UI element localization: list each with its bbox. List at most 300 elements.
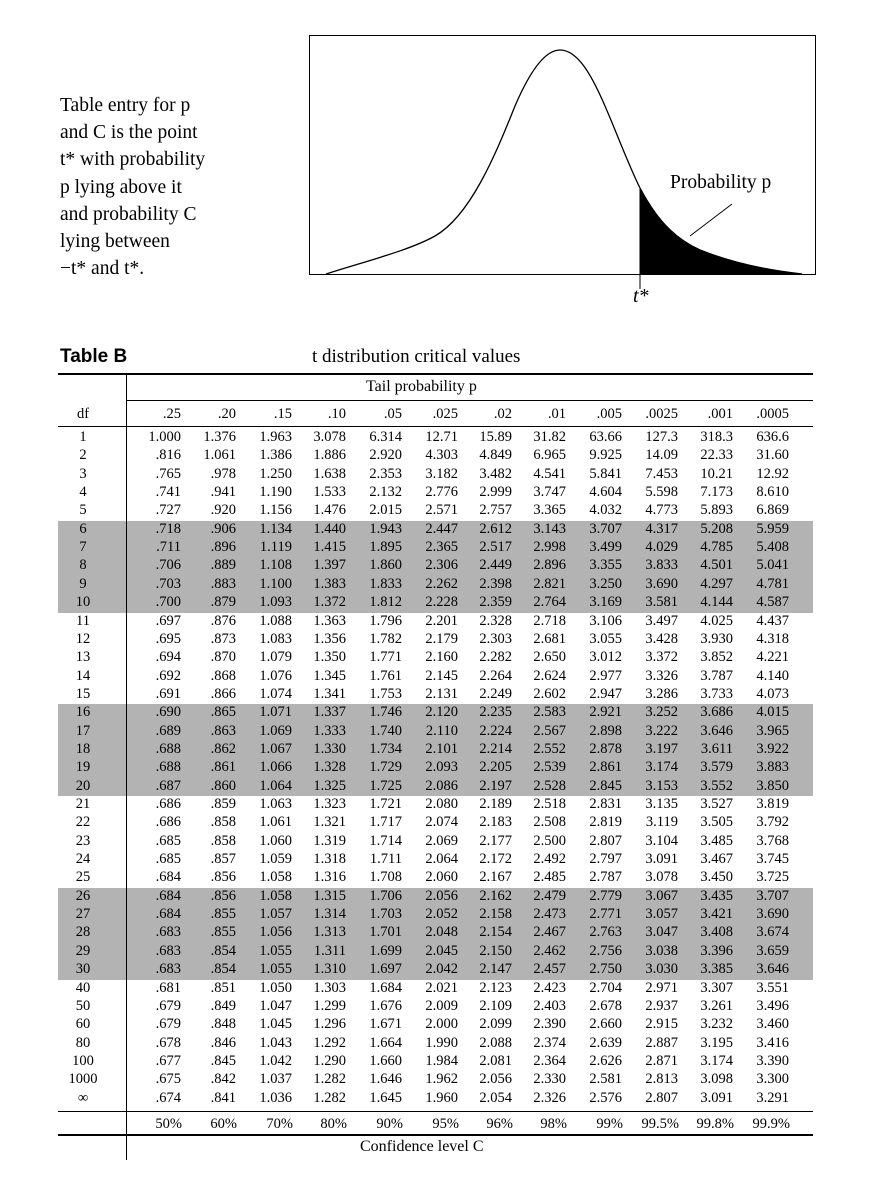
critical-value: 2.947 [589, 685, 622, 702]
critical-value: 3.690 [756, 906, 789, 923]
critical-value: 3.482 [479, 465, 512, 482]
df-cell: 100 [72, 1052, 94, 1069]
critical-value: 1.376 [203, 429, 236, 445]
critical-value: 2.042 [425, 961, 458, 978]
critical-value: .868 [210, 667, 236, 684]
critical-value: 2.797 [589, 851, 622, 868]
critical-value: .866 [210, 685, 236, 702]
critical-value: 6.869 [756, 502, 789, 519]
df-cell: 8 [79, 557, 87, 574]
critical-value: 2.303 [479, 630, 512, 647]
critical-value: 2.201 [425, 612, 458, 629]
critical-value: 3.527 [700, 796, 733, 812]
critical-value: 2.624 [533, 667, 566, 684]
critical-value: 1.990 [425, 1034, 458, 1051]
critical-value: 4.501 [700, 557, 733, 574]
critical-value: 2.750 [589, 961, 622, 978]
critical-value: 2.074 [425, 814, 458, 831]
critical-value: .856 [210, 887, 236, 904]
critical-value: 2.571 [425, 502, 458, 519]
critical-value: 1.706 [369, 887, 402, 904]
critical-value: 1.397 [313, 557, 346, 574]
critical-value: 1.771 [369, 649, 402, 666]
critical-value: 4.144 [700, 594, 733, 611]
critical-value: 3.038 [645, 942, 678, 959]
t-distribution-figure [309, 35, 816, 275]
critical-value: .684 [155, 887, 181, 904]
critical-value: 2.776 [425, 484, 458, 501]
critical-value: 1.325 [313, 777, 346, 794]
tail-header: .005 [596, 406, 622, 422]
label-pointer [690, 204, 732, 236]
critical-value: 1.045 [259, 1016, 292, 1033]
critical-value: 3.197 [645, 740, 678, 757]
critical-value: 2.330 [533, 1071, 566, 1088]
critical-value: 3.326 [645, 667, 678, 684]
critical-value: 2.145 [425, 667, 458, 684]
critical-value: .765 [155, 465, 181, 482]
critical-value: 4.437 [756, 612, 789, 629]
df-cell: 60 [75, 1016, 91, 1033]
critical-value: 3.067 [645, 887, 678, 904]
critical-value: .861 [210, 759, 236, 776]
critical-value: 1.079 [259, 649, 292, 666]
critical-value: 2.158 [479, 906, 512, 923]
critical-value: 4.604 [589, 484, 622, 501]
critical-value: 2.183 [479, 814, 512, 831]
df-cell: 80 [75, 1034, 91, 1051]
critical-value: 2.423 [533, 979, 566, 996]
tail-header: .0025 [645, 406, 678, 422]
df-cell: 21 [75, 796, 91, 812]
critical-value: .873 [210, 630, 236, 647]
critical-value: 5.841 [589, 465, 622, 482]
tail-area [640, 188, 802, 274]
critical-value: 1.345 [313, 667, 346, 684]
critical-value: .845 [210, 1052, 236, 1069]
critical-value: 2.485 [533, 869, 566, 886]
critical-value: 2.088 [479, 1034, 512, 1051]
critical-value: 3.372 [645, 649, 678, 666]
critical-value: 2.878 [589, 740, 622, 757]
confidence-level: 99% [596, 1116, 623, 1132]
critical-value: 4.541 [533, 465, 566, 482]
critical-value: .816 [155, 447, 181, 464]
critical-value: 127.3 [645, 429, 678, 445]
critical-value: .857 [210, 851, 236, 868]
critical-value: 2.861 [589, 759, 622, 776]
critical-value: 1.660 [369, 1052, 402, 1069]
critical-value: 1.703 [369, 906, 402, 923]
critical-value: 1.076 [259, 667, 292, 684]
critical-value: 5.893 [700, 502, 733, 519]
critical-value: 3.497 [645, 612, 678, 629]
intro-line: and probability C [60, 203, 197, 225]
critical-value: 2.197 [479, 777, 512, 794]
critical-value: 2.228 [425, 594, 458, 611]
critical-value: 2.787 [589, 869, 622, 886]
critical-value: 2.718 [533, 612, 566, 629]
critical-value: 3.385 [700, 961, 733, 978]
critical-value: 3.047 [645, 924, 678, 941]
critical-value: 2.064 [425, 851, 458, 868]
critical-value: 2.177 [479, 832, 512, 849]
critical-value: 1.156 [259, 502, 292, 519]
critical-value: 1.318 [313, 851, 346, 868]
critical-value: 4.785 [700, 539, 733, 556]
critical-value: 2.021 [425, 979, 458, 996]
critical-value: 2.971 [645, 979, 678, 996]
critical-value: 1.315 [313, 887, 346, 904]
critical-value: 8.610 [756, 484, 789, 501]
confidence-level: 98% [540, 1116, 567, 1132]
critical-value: .695 [155, 630, 181, 647]
critical-value: .896 [210, 539, 236, 556]
critical-value: .700 [155, 594, 181, 611]
critical-value: 2.147 [479, 961, 512, 978]
df-cell: 16 [75, 704, 91, 721]
critical-value: 4.587 [756, 594, 789, 611]
critical-value: 3.012 [589, 649, 622, 666]
critical-value: .679 [155, 997, 181, 1014]
critical-value: 3.261 [700, 997, 733, 1014]
critical-value: 2.123 [479, 979, 512, 996]
critical-value: 2.205 [479, 759, 512, 776]
critical-value: 2.060 [425, 869, 458, 886]
critical-value: 1.069 [259, 722, 292, 739]
critical-value: 1.047 [259, 997, 292, 1014]
critical-value: .718 [155, 520, 181, 537]
critical-value: 2.779 [589, 887, 622, 904]
critical-value: 2.101 [425, 740, 458, 757]
critical-value: 1.356 [313, 630, 346, 647]
df-cell: 5 [79, 502, 87, 519]
tail-header: .25 [162, 406, 181, 422]
critical-value: 3.174 [645, 759, 678, 776]
critical-value: .694 [155, 649, 181, 666]
critical-value: 1.533 [313, 484, 346, 501]
critical-value: 1.350 [313, 649, 346, 666]
intro-line: and C is the point [60, 122, 198, 144]
critical-value: 14.09 [645, 447, 678, 464]
critical-value: 3.686 [700, 704, 733, 721]
critical-value: .870 [210, 649, 236, 666]
critical-value: 1.050 [259, 979, 292, 996]
critical-value: 2.576 [589, 1089, 622, 1106]
critical-value: 4.297 [700, 575, 733, 592]
critical-value: 2.898 [589, 722, 622, 739]
critical-value: 2.224 [479, 722, 512, 739]
critical-value: 1.886 [313, 447, 346, 464]
critical-value: 3.747 [533, 484, 566, 501]
critical-value: 3.659 [756, 942, 789, 959]
critical-value: 1.963 [259, 429, 292, 445]
critical-value: 3.078 [313, 429, 346, 445]
intro-line: p lying above it [60, 176, 182, 198]
critical-value: 2.845 [589, 777, 622, 794]
critical-value: 2.764 [533, 594, 566, 611]
critical-value: 3.450 [700, 869, 733, 886]
critical-value: .681 [155, 979, 181, 996]
df-column-rule [126, 373, 127, 1160]
critical-value: .855 [210, 906, 236, 923]
critical-value: 1.676 [369, 997, 402, 1014]
critical-value: .687 [155, 777, 181, 794]
critical-value: 1.058 [259, 887, 292, 904]
critical-value: 1.333 [313, 722, 346, 739]
df-cell: 1 [79, 429, 87, 445]
critical-value: 2.821 [533, 575, 566, 592]
critical-value: 2.612 [479, 520, 512, 537]
critical-value: 2.056 [479, 1071, 512, 1088]
df-cell: 14 [75, 667, 91, 684]
critical-value: 4.025 [700, 612, 733, 629]
critical-value: .691 [155, 685, 181, 702]
critical-value: 2.567 [533, 722, 566, 739]
critical-value: 3.355 [589, 557, 622, 574]
critical-value: 1.984 [425, 1052, 458, 1069]
critical-value: 2.214 [479, 740, 512, 757]
critical-value: 2.896 [533, 557, 566, 574]
critical-value: 2.552 [533, 740, 566, 757]
critical-value: 3.428 [645, 630, 678, 647]
critical-value: 1.895 [369, 539, 402, 556]
confidence-level-label: Confidence level C [360, 1138, 484, 1155]
critical-value: .879 [210, 594, 236, 611]
critical-value: 3.930 [700, 630, 733, 647]
critical-value: 2.602 [533, 685, 566, 702]
critical-value: 1.415 [313, 539, 346, 556]
critical-value: 3.725 [756, 869, 789, 886]
critical-value: 63.66 [589, 429, 622, 445]
critical-value: 3.733 [700, 685, 733, 702]
critical-value: 2.977 [589, 667, 622, 684]
critical-value: 2.154 [479, 924, 512, 941]
critical-value: 2.374 [533, 1034, 566, 1051]
critical-value: 2.813 [645, 1071, 678, 1088]
df-header: df [76, 406, 90, 422]
critical-value: 3.232 [700, 1016, 733, 1033]
critical-value: 4.073 [756, 685, 789, 702]
critical-value: 1.714 [369, 832, 402, 849]
critical-value: 1.684 [369, 979, 402, 996]
critical-value: 2.048 [425, 924, 458, 941]
critical-value: 1.063 [259, 796, 292, 812]
critical-value: .706 [155, 557, 181, 574]
critical-value: 1.383 [313, 575, 346, 592]
critical-value: 3.091 [645, 851, 678, 868]
critical-value: 1.960 [425, 1089, 458, 1106]
critical-value: 15.89 [479, 429, 512, 445]
tail-header: .001 [707, 406, 733, 422]
curve-path [326, 50, 802, 274]
confidence-level: 70% [266, 1116, 293, 1132]
critical-value: 2.086 [425, 777, 458, 794]
critical-value: 2.189 [479, 796, 512, 812]
critical-value: 1.056 [259, 924, 292, 941]
critical-value: .683 [155, 924, 181, 941]
intro-line: −t* and t*. [60, 258, 145, 280]
critical-value: 12.71 [425, 429, 458, 445]
critical-value: 2.093 [425, 759, 458, 776]
df-cell: 2 [79, 447, 87, 464]
intro-text [60, 92, 280, 282]
critical-value: 3.745 [756, 851, 789, 868]
critical-value: 3.307 [700, 979, 733, 996]
critical-value: 1.860 [369, 557, 402, 574]
critical-value: .683 [155, 961, 181, 978]
critical-value: .688 [155, 740, 181, 757]
critical-value: 3.390 [756, 1052, 789, 1069]
critical-value: .703 [155, 575, 181, 592]
critical-value: .842 [210, 1071, 236, 1088]
critical-value: 3.106 [589, 612, 622, 629]
critical-value: 2.162 [479, 887, 512, 904]
critical-value: 2.179 [425, 630, 458, 647]
critical-value: 3.300 [756, 1071, 789, 1088]
critical-value: 4.303 [425, 447, 458, 464]
critical-value: 1.717 [369, 814, 402, 831]
df-cell: 17 [75, 722, 91, 739]
critical-value: 1.646 [369, 1071, 402, 1088]
critical-value: .978 [210, 465, 236, 482]
critical-value: 1.729 [369, 759, 402, 776]
critical-value: 3.485 [700, 832, 733, 849]
df-cell: 6 [79, 520, 87, 537]
critical-value: .941 [210, 484, 236, 501]
critical-value: 2.517 [479, 539, 512, 556]
df-cell: 28 [75, 924, 91, 941]
df-cell: 12 [75, 630, 91, 647]
critical-value: 2.678 [589, 997, 622, 1014]
critical-value: 2.015 [369, 502, 402, 519]
critical-value: 9.925 [589, 447, 622, 464]
critical-value: 2.999 [479, 484, 512, 501]
critical-value: 2.508 [533, 814, 566, 831]
critical-value: .697 [155, 612, 181, 629]
critical-value: 1.711 [369, 851, 402, 868]
subheader-rule [126, 400, 813, 401]
critical-value: 1.363 [313, 612, 346, 629]
critical-value: 1.313 [313, 924, 346, 941]
df-cell: 3 [79, 465, 87, 482]
critical-value: 1.066 [259, 759, 292, 776]
critical-value: .678 [155, 1034, 181, 1051]
critical-value: 2.819 [589, 814, 622, 831]
critical-value: 1.753 [369, 685, 402, 702]
critical-value: 1.074 [259, 685, 292, 702]
critical-value: 1.721 [369, 796, 402, 812]
critical-value: 2.771 [589, 906, 622, 923]
critical-value: 3.174 [700, 1052, 733, 1069]
critical-value: 4.318 [756, 630, 789, 647]
top-rule [58, 373, 813, 375]
critical-value: 1.088 [259, 612, 292, 629]
critical-value: 3.496 [756, 997, 789, 1014]
critical-value: 2.467 [533, 924, 566, 941]
critical-value: 2.000 [425, 1016, 458, 1033]
intro-line: t* with probability [60, 149, 206, 171]
df-cell: 25 [75, 869, 91, 886]
critical-value: 2.131 [425, 685, 458, 702]
tail-header: .0005 [756, 406, 789, 422]
confidence-level: 80% [320, 1116, 347, 1132]
critical-value: 1.328 [313, 759, 346, 776]
critical-value: 2.009 [425, 997, 458, 1014]
df-cell: 30 [75, 961, 91, 978]
critical-value: .685 [155, 851, 181, 868]
critical-value: .675 [155, 1071, 181, 1088]
critical-value: 2.704 [589, 979, 622, 996]
critical-value: 1.134 [259, 520, 292, 537]
critical-value: 2.681 [533, 630, 566, 647]
critical-value: 1.943 [369, 520, 402, 537]
critical-value: 3.819 [756, 796, 789, 812]
critical-value: .686 [155, 796, 181, 812]
critical-value: 2.518 [533, 796, 566, 812]
critical-value: 1.330 [313, 740, 346, 757]
df-cell: 22 [75, 814, 91, 831]
df-cell: 27 [75, 906, 91, 923]
tail-header: .025 [432, 406, 458, 422]
critical-value: 3.581 [645, 594, 678, 611]
critical-value: 2.264 [479, 667, 512, 684]
critical-value: 2.921 [589, 704, 622, 721]
critical-value: 2.120 [425, 704, 458, 721]
critical-value: 2.249 [479, 685, 512, 702]
df-cell: 23 [75, 832, 91, 849]
critical-value: 6.314 [369, 429, 402, 445]
critical-value: 3.611 [700, 740, 733, 757]
critical-value: 2.365 [425, 539, 458, 556]
critical-value: .689 [155, 722, 181, 739]
critical-value: 3.416 [756, 1034, 789, 1051]
df-cell: 29 [75, 942, 91, 959]
df-cell: 9 [79, 575, 87, 592]
critical-value: 2.915 [645, 1016, 678, 1033]
critical-value: 1.337 [313, 704, 346, 721]
critical-value: .856 [210, 869, 236, 886]
critical-value: 1.796 [369, 612, 402, 629]
critical-value: 1.697 [369, 961, 402, 978]
critical-value: 1.303 [313, 979, 346, 996]
critical-value: 3.408 [700, 924, 733, 941]
critical-value: 2.160 [425, 649, 458, 666]
critical-value: 31.82 [533, 429, 566, 445]
critical-value: 2.871 [645, 1052, 678, 1069]
critical-value: .683 [155, 942, 181, 959]
critical-value: 3.768 [756, 832, 789, 849]
critical-value: 3.091 [700, 1089, 733, 1106]
df-cell: 24 [75, 851, 91, 868]
critical-value: .863 [210, 722, 236, 739]
critical-value: 2.807 [645, 1089, 678, 1106]
critical-value: .679 [155, 1016, 181, 1033]
critical-value: 1.962 [425, 1071, 458, 1088]
critical-value: 3.646 [700, 722, 733, 739]
critical-value: 5.959 [756, 520, 789, 537]
critical-value: 2.326 [533, 1089, 566, 1106]
critical-value: 2.109 [479, 997, 512, 1014]
critical-value: .848 [210, 1016, 236, 1033]
critical-value: 1.812 [369, 594, 402, 611]
critical-value: .855 [210, 924, 236, 941]
critical-value: 1.055 [259, 942, 292, 959]
critical-value: 3.792 [756, 814, 789, 831]
critical-value: 2.581 [589, 1071, 622, 1088]
critical-value: 10.21 [700, 465, 733, 482]
critical-value: 1.100 [259, 575, 292, 592]
